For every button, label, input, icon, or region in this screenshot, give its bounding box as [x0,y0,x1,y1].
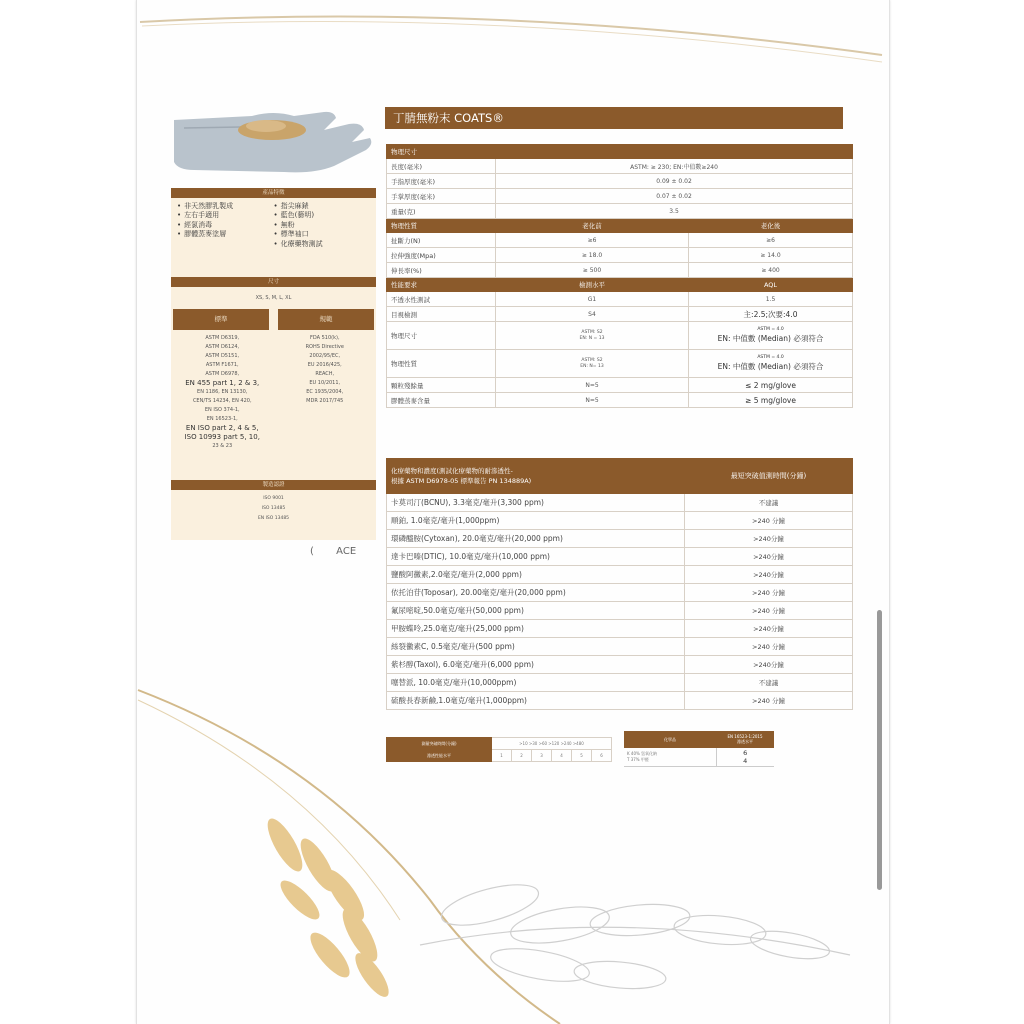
table-row [387,512,853,530]
chemo-table [386,458,853,710]
breakthrough-time: >240 分鐘 [685,584,853,602]
table-row [387,263,853,278]
standard-item: ISO 10993 part 5, 10, [184,433,260,442]
standard-item: ASTM D6978, [205,371,240,378]
row-value: 0.09 ± 0.02 [496,174,853,189]
product-features-panel [171,188,376,540]
standards-columns [171,330,376,474]
aql-line: ASTM = 4.0 [757,327,784,332]
table-row [387,378,853,393]
table-row [387,307,853,322]
standard-item: ASTM F1671, [205,362,239,369]
manufacturing-list [171,490,376,524]
level-cell: 5 [572,750,592,762]
table-row [387,189,853,204]
aql-line: ASTM = 4.0 [757,355,784,360]
breakthrough-time: >240 分鐘 [685,602,853,620]
table-row [387,233,853,248]
sizes-text: XS, S, M, L, XL [255,295,292,302]
breakthrough-time: >240 分鐘 [685,638,853,656]
feature-item: • 非天然膠乳製成 [177,202,274,211]
row-value: 3.5 [496,204,853,219]
feature-item: • 膠體蒸麥塗層 [177,230,274,239]
aql-value: 1.5 [689,292,853,307]
regulation-item: 2002/95/EC, [309,353,341,360]
row-label: 重量(克) [387,204,496,219]
breakthrough-time: >240 分鐘 [685,692,853,710]
table-row [387,292,853,307]
row-label: 顆粒殘餘量 [387,378,496,393]
regulation-item: EC 1935/2004, [306,389,344,396]
row-label: 物理性質 [387,350,496,378]
ace-label [310,546,356,557]
row-label: 伸長率(%) [387,263,496,278]
regulation-item: ROHS Directive [305,344,344,351]
regulation-item: EU 10/2011, [309,380,341,387]
inspection-level: G1 [496,292,689,307]
feature-item: • 藍色(藝明) [274,211,371,220]
table-row [387,393,853,408]
level-cell: 4 [552,750,572,762]
feature-item: • 標準袖口 [274,230,371,239]
table-row [387,692,853,710]
standard-item: 23 & 23 [212,443,233,450]
breakthrough-time: >240分鐘 [685,656,853,674]
aql-line: EN: 中值數 (Median) 必須符合 [717,362,824,371]
inspection-level: N=5 [496,378,689,393]
column-header: 性能要求 [387,278,496,292]
column-header: 老化前 [496,219,689,233]
feature-item: • 指尖麻錶 [274,202,371,211]
chemo-header-right: 最短突破值測時間(分鐘) [685,459,853,494]
standard-item: CEN/TS 14234, EN 420, [192,398,252,405]
regulation-item: FDA 510(k), [309,335,340,342]
table-row [387,322,853,350]
drug-name: 卡莫司汀(BCNU), 3.3毫克/毫升(3,300 ppm) [387,494,685,512]
after-aging-value: ≥6 [689,233,853,248]
standard-item: EN 1186, EN 13130, [197,389,248,396]
feature-item: • 無粉 [274,221,371,230]
row-label: 目視檢測 [387,307,496,322]
after-aging-value: ≥ 14.0 [689,248,853,263]
standard-item: EN 16523-1, [206,416,238,423]
row-label: 不透水性測試 [387,292,496,307]
table-row [387,548,853,566]
product-title: 丁腈無粉末 COATS® [393,111,504,125]
table-row [387,566,853,584]
breakthrough-time: 不建議 [685,674,853,692]
aql-value [689,322,853,350]
aql-value: 主:2.5;次要:4.0 [689,307,853,322]
physical-header: 物理尺寸 [387,145,853,159]
mini2-chemicals: K 40% 氫氧化鈉 T 37% 甲醛 [624,748,716,767]
drug-name: 硫酸長春新鹼,1.0毫克/毫升(1,000ppm) [387,692,685,710]
mini1-head: 滲透性能水平 [387,750,492,762]
table-row [387,350,853,378]
drug-name: 環磷醯胺(Cytoxan), 20.0毫克/毫升(20,000 ppm) [387,530,685,548]
aql-value [689,350,853,378]
level-cell: 6 [592,750,612,762]
certification-item: EN ISO 13485 [257,516,290,522]
feature-item: • 化療藥物測試 [274,240,371,249]
inspection-level: S4 [496,307,689,322]
level-cell: 1 [492,750,512,762]
standard-item: ASTM D5151, [205,353,240,360]
standard-item: EN ISO part 2, 4 & 5, [185,424,259,433]
table-row [387,602,853,620]
regulations-list [274,334,377,474]
breakthrough-time: >240分鐘 [685,548,853,566]
features-right [274,202,371,249]
drug-name: 氟尿嘧啶,50.0毫克/毫升(50,000 ppm) [387,602,685,620]
table-row [387,204,853,219]
row-label: 扯斷力(N) [387,233,496,248]
table-row [387,530,853,548]
aql-line: EN: 中值數 (Median) 必須符合 [717,334,824,343]
aql-value: ≤ 2 mg/glove [689,378,853,393]
standard-item: ASTM D6319, [205,335,240,342]
standards-list [171,334,274,474]
row-label: 膠體蒸麥含量 [387,393,496,408]
standards-header: 標準 [173,309,269,330]
standard-item: EN ISO 374-1, [204,407,240,414]
row-label: 長度(毫米) [387,159,496,174]
feature-item: • 經氯消毒 [177,221,274,230]
drug-name: 絲裂黴素C, 0.5毫克/毫升(500 ppm) [387,638,685,656]
manufacturing-header: 製造認證 [171,480,376,490]
row-value: 0.07 ± 0.02 [496,189,853,204]
mini1-head: 測量突破時間(分鐘) [387,738,492,750]
table-row [387,638,853,656]
breakthrough-time: 不建議 [685,494,853,512]
paren-mark: ( [310,546,314,557]
before-aging-value: ≥6 [496,233,689,248]
aql-value: ≥ 5 mg/glove [689,393,853,408]
drug-name: 達卡巴嗪(DTIC), 10.0毫克/毫升(10,000 ppm) [387,548,685,566]
before-aging-value: ≥ 18.0 [496,248,689,263]
mini2-head-chemical: 化學品 [624,731,716,748]
inspection-level: ASTM: S2 EN: N = 13 [496,322,689,350]
breakthrough-time: >240 分鐘 [685,512,853,530]
standard-item: ASTM D6124, [205,344,240,351]
glove-image [174,108,374,174]
product-title-bar [385,107,843,129]
standards-headers [171,309,376,330]
chemo-header-left: 化療藥物和濃度(測試化療藥物的耐滲透性- 根據 ASTM D6978-05 標準報告 PN 134889A) [387,459,685,494]
level-cell: 3 [532,750,552,762]
spec-table [386,144,853,408]
level-cell: 2 [512,750,532,762]
table-row [387,494,853,512]
breakthrough-level-table [386,737,612,762]
regulations-header: 規範 [278,309,374,330]
mini2-head-level: EN 16523-1:2015 滲透水平 [716,731,774,748]
table-row [387,738,612,750]
regulation-item: EU 2016/425, [307,362,342,369]
drug-name: 順鉑, 1.0毫克/毫升(1,000ppm) [387,512,685,530]
performance-header-row [387,278,853,292]
column-header: 老化後 [689,219,853,233]
table-row [387,656,853,674]
row-label: 拉伸強度(Mpa) [387,248,496,263]
physical-header-row [387,145,853,159]
regulation-item: MDR 2017/745 [306,398,344,405]
ace-text: ACE [336,546,357,557]
table-row [387,159,853,174]
row-label: 物理尺寸 [387,322,496,350]
sizes-header: 尺寸 [171,277,376,287]
en16523-table [624,731,774,767]
certification-item: ISO 9001 [263,496,284,502]
chemo-header-row [387,459,853,494]
feature-item: • 左右手適用 [177,211,274,220]
breakthrough-time: >240分鐘 [685,530,853,548]
table-row [387,674,853,692]
drug-name: 鹽酸阿黴素,2.0毫克/毫升(2,000 ppm) [387,566,685,584]
property-header-row [387,219,853,233]
row-value: ASTM: ≥ 230; EN:中值數≥240 [496,159,853,174]
column-header: 檢測水平 [496,278,689,292]
table-row [387,584,853,602]
breakthrough-time: >240分鐘 [685,566,853,584]
table-row [387,750,612,762]
row-label: 手掌厚度(毫米) [387,189,496,204]
mini2-levels: 6 4 [716,748,774,767]
mini1-times: >10 >30 >60 >120 >240 >480 [492,738,612,750]
drug-name: 甲胺蝶呤,25.0毫克/毫升(25,000 ppm) [387,620,685,638]
regulation-item: REACH, [315,371,335,378]
features-header: 產品特徵 [171,188,376,198]
scrollbar-thumb[interactable] [877,610,882,890]
breakthrough-time: >240分鐘 [685,620,853,638]
features-list [171,198,376,251]
table-row [387,174,853,189]
standard-item: EN 455 part 1, 2 & 3, [185,379,260,388]
drug-name: 依托泊苷(Toposar), 20.00毫克/毫升(20,000 ppm) [387,584,685,602]
row-label: 手指厚度(毫米) [387,174,496,189]
column-header: 物理性質 [387,219,496,233]
inspection-level: N=5 [496,393,689,408]
drug-name: 紫杉醇(Taxol), 6.0毫克/毫升(6,000 ppm) [387,656,685,674]
table-row [387,248,853,263]
after-aging-value: ≥ 400 [689,263,853,278]
before-aging-value: ≥ 500 [496,263,689,278]
drug-name: 噻替派, 10.0毫克/毫升(10,000ppm) [387,674,685,692]
features-left [177,202,274,249]
inspection-level: ASTM: S2 EN: N= 13 [496,350,689,378]
certification-item: ISO 13485 [261,506,286,512]
table-row [387,620,853,638]
column-header: AQL [689,278,853,292]
